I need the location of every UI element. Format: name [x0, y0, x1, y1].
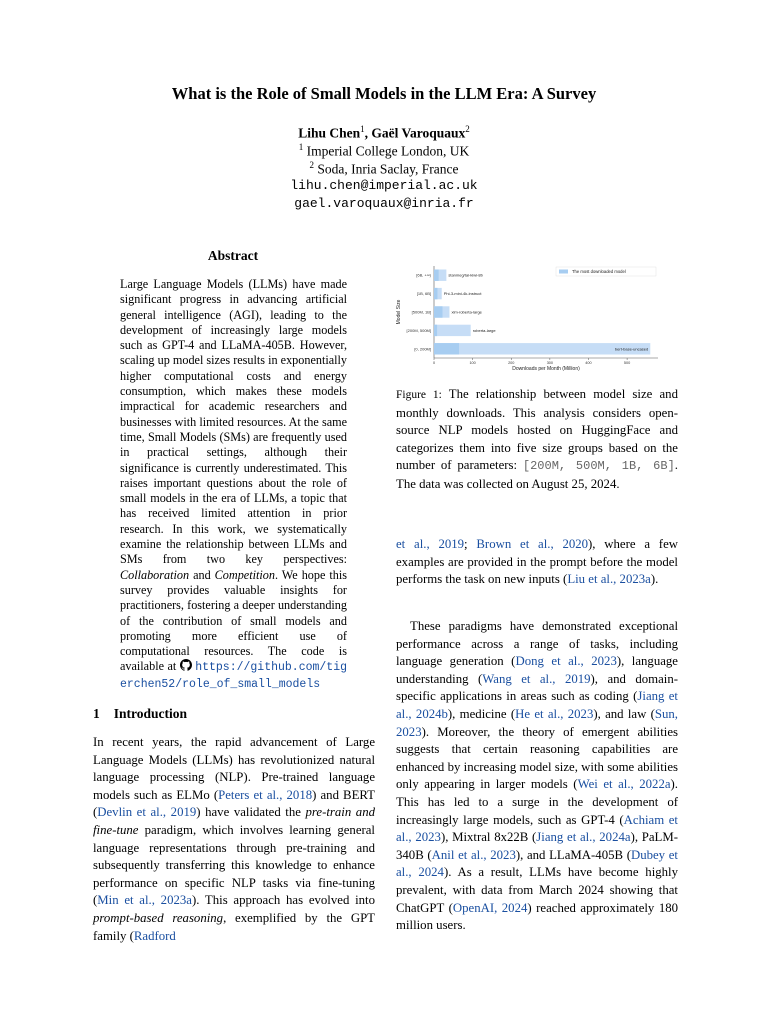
email[interactable]: gael.varoquaux@inria.fr: [294, 196, 474, 211]
section-heading: [93, 706, 187, 722]
affiliation: [0, 142, 768, 160]
bar-model-label: stanmeg/tai-kiwi-8b: [448, 272, 483, 278]
y-tick-label: [1B, 6B]: [416, 291, 431, 297]
body-text: ) and BERT (: [93, 787, 375, 820]
y-axis-label: Model Size: [396, 299, 402, 325]
y-tick-label: [0, 200M]: [414, 346, 431, 352]
body-text: ) reached approximately 180 million users.: [396, 900, 679, 933]
body-text: ). This has led to a surge in the development of increasingly large models, such as GPT-4 (: [396, 777, 679, 827]
github-icon: [180, 659, 192, 671]
citation-link[interactable]: OpenAI, 2024: [452, 900, 528, 915]
citation-link[interactable]: Achiam et al., 2023: [396, 812, 678, 845]
y-tick-label: [6B, +∞): [416, 272, 431, 278]
section-number: 1: [93, 706, 100, 721]
body-text: , exemplified by the GPT family (: [93, 910, 375, 943]
bar-top-model: [434, 325, 437, 336]
author-sup: 2: [465, 124, 470, 134]
citation-link[interactable]: Dong et al., 2023: [515, 654, 617, 669]
intro-paragraph: [93, 734, 375, 945]
citation-link[interactable]: Peters et al., 2018: [218, 787, 313, 802]
caption-mono: [200M, 500M, 1B, 6B]: [522, 459, 675, 474]
x-axis-label: Downloads per Month (Million): [512, 366, 580, 372]
body-text: These paradigms have demonstrated exceptional performance across a range of tasks, including language generation (: [396, 619, 678, 669]
figure-caption: [396, 386, 678, 494]
citation-link[interactable]: Wei et al., 2022a: [577, 777, 671, 792]
bar-top-model: [434, 269, 439, 280]
affiliation-text: Soda, Inria Saclay, France: [317, 161, 459, 177]
body-text: ), Mixtral 8x22B (: [440, 830, 537, 845]
x-tick-label: 200: [508, 361, 515, 365]
body-text: ), language understanding (: [396, 654, 678, 686]
email[interactable]: lihu.chen@imperial.ac.uk: [290, 178, 478, 193]
bar-all-models: [434, 325, 471, 336]
citation-link[interactable]: He et al., 2023: [515, 706, 594, 721]
author-name: Lihu Chen: [298, 125, 361, 141]
citation-link[interactable]: Min et al., 2023a: [97, 893, 192, 908]
paper-title: What is the Role of Small Models in the LLM Era: A Survey: [171, 84, 597, 103]
abstract-emph: Competition: [214, 567, 275, 582]
bar-model-label: roberta-large: [472, 327, 496, 333]
x-tick-label: 100: [469, 361, 476, 365]
bar-top-model: [434, 343, 459, 354]
paradigms-paragraph: [396, 618, 678, 935]
abstract-body: Large Language Models (LLMs) have made significant progress in advancing artificial general intelligence (AGI), leading to the development of increasingly large models such as GPT-4 and LLaMA-405B. However, scaling up model sizes results in exponentially higher computational costs and energy consumption, which makes these models impractical for academic researchers and businesses with limited resources. At the same time, Small Models (SMs) are frequently used in practical settings, although their significance is currently underestimated. This raises important questions about the role of small models in the era of LLMs, a topic that has received limited attention in prior research. In this work, we systematically examine the relationship between LLMs and SMs from two key perspectives:: [120, 277, 347, 567]
body-text: ), and law (: [593, 706, 655, 721]
abstract-emph: Collaboration: [120, 567, 190, 582]
code-link[interactable]: https://github.com/tigerchen52/role_of_small_models: [120, 661, 348, 691]
citation-link[interactable]: Radford: [133, 928, 176, 943]
abstract-body: . We hope this survey provides valuable insights for practitioners, fostering a deeper understanding of the contribution of small models and promoting more efficient use of computational resources. The code is available at: [120, 567, 347, 674]
affiliation-sup: 1: [298, 142, 304, 152]
body-text: ), and LLaMA-405B (: [515, 847, 631, 862]
x-tick-label: 400: [585, 361, 592, 365]
citation-link[interactable]: Brown et al., 2020: [476, 537, 589, 551]
body-text: ), PaLM-340B (: [396, 830, 678, 862]
citation-link[interactable]: Jiang et al., 2024a: [536, 830, 631, 845]
legend-label: The most downloaded model: [572, 269, 626, 274]
caption-text: The relationship between model size and monthly downloads. This analysis considers open-source NLP models hosted on HuggingFace and categorizes them into five size groups based on the number of parameters:: [396, 387, 678, 473]
y-tick-label: [500M, 1B]: [411, 309, 431, 315]
body-text: ). As a result, LLMs have become highly prevalent, with data from March 2024 showing that ChatGPT (: [396, 865, 678, 915]
affiliation-sup: 2: [309, 160, 314, 170]
citation-link[interactable]: Anil et al., 2023: [431, 847, 516, 862]
emphasis: prompt-based reasoning: [93, 910, 224, 925]
abstract-heading: Abstract: [207, 248, 259, 263]
citation-link[interactable]: Liu et al., 2023a: [567, 572, 651, 587]
bar-model-label: Phi-3-mini-4k-instruct: [443, 291, 482, 297]
abstract-text: [120, 277, 347, 692]
citation-link[interactable]: Sun, 2023: [396, 706, 679, 739]
author-sup: 1: [360, 124, 365, 134]
citation-link[interactable]: Wang et al., 2019: [482, 671, 591, 686]
section-title: Introduction: [113, 706, 188, 721]
body-text: ).: [650, 572, 659, 587]
bar-model-label: xlm-roberta-large: [451, 309, 482, 315]
citation-link[interactable]: Dubey et al., 2024: [396, 847, 678, 880]
citation-link[interactable]: et al., 2019: [396, 537, 465, 551]
citation-link[interactable]: Jiang et al., 2024b: [396, 689, 678, 721]
body-text: ). This approach has evolved into: [191, 893, 375, 908]
affiliation: [0, 160, 768, 178]
authors: Lihu Chen$^1$, Gaël Varoquaux$^2$: [298, 124, 470, 141]
author-name: Gaël Varoquaux: [371, 125, 466, 141]
affiliation-text: Imperial College London, UK: [306, 143, 470, 159]
bar-top-model: [434, 288, 437, 299]
bar-model-label: bert-base-uncased: [614, 346, 649, 352]
body-text: ;: [464, 537, 477, 551]
continued-paragraph: [396, 536, 678, 589]
y-tick-label: [200M, 500M]: [406, 327, 431, 333]
bar-top-model: [434, 306, 442, 317]
emphasis: pre-train and fine-tune: [93, 805, 375, 837]
body-text: ), where a few examples are provided in the prompt before the model performs the task on new inputs (: [396, 537, 678, 587]
body-text: ), medicine (: [447, 706, 516, 721]
legend-swatch: [559, 270, 568, 274]
body-text: ), and domain-specific applications in areas such as coding (: [396, 671, 679, 704]
abstract-body: and: [189, 567, 215, 582]
figure-1-chart: [396, 262, 686, 377]
caption-text: . The data was collected on August 25, 2024.: [396, 458, 678, 491]
body-text: ). Moreover, the theory of emergent abilities suggests that certain reasoning capabilities are enhanced by increasing model size, with some abilities only appearing in larger models (: [396, 724, 678, 792]
body-text: ) have validated the: [196, 805, 306, 820]
x-tick-label: 300: [546, 361, 554, 365]
body-text: In recent years, the rapid advancement of Large Language Models (LLMs) has revolutionized natural language processing (NLP). Pre-trained language models such as ELMo (: [93, 735, 375, 802]
citation-link[interactable]: Devlin et al., 2019: [97, 805, 197, 820]
body-text: paradigm, which involves learning general language representations through pre-training and subsequently transferring this knowledge to enhance performance on specific NLP tasks via fine-tuning (: [93, 822, 375, 908]
figure-label: Figure 1:: [396, 389, 442, 401]
x-tick-label: 0: [432, 361, 436, 365]
x-tick-label: 500: [623, 361, 631, 365]
